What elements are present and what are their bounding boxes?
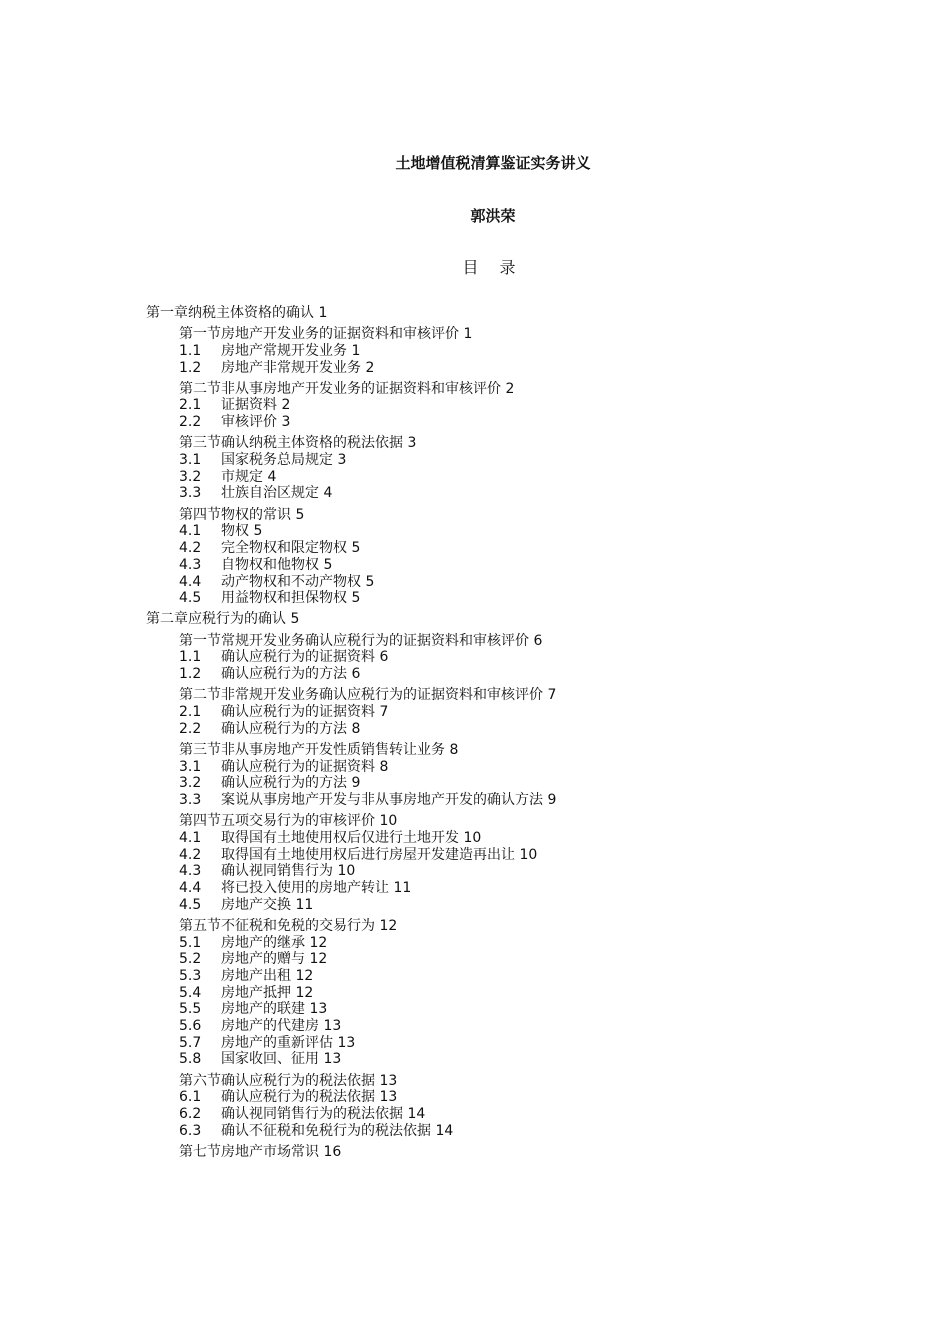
toc-entry-text: 物权 5 — [221, 523, 263, 539]
toc-entry-number: 4.2 — [179, 847, 202, 863]
toc-subsection-entry — [179, 540, 360, 557]
toc-subsection-entry — [179, 557, 332, 574]
toc-entry-number: 6.3 — [179, 1123, 202, 1139]
toc-entry-text: 自物权和他物权 5 — [221, 557, 333, 573]
toc-subsection-entry — [179, 863, 355, 880]
toc-subsection-entry — [179, 574, 374, 591]
toc-entry-text: 房地产抵押 12 — [221, 985, 314, 1001]
toc-subsection-entry — [179, 759, 388, 776]
toc-entry-number: 5.1 — [179, 935, 202, 951]
toc-section-entry: 第二节非从事房地产开发业务的证据资料和审核评价 2 — [179, 381, 515, 397]
toc-subsection-entry — [179, 649, 388, 666]
toc-entry-number: 4.3 — [179, 557, 202, 573]
toc-entry-text: 用益物权和担保物权 5 — [221, 590, 361, 606]
toc-entry-text: 房地产非常规开发业务 2 — [221, 360, 375, 376]
toc-section-entry: 第一节房地产开发业务的证据资料和审核评价 1 — [179, 326, 473, 342]
toc-entry-number: 2.1 — [179, 704, 202, 720]
toc-subsection-entry — [179, 1089, 397, 1106]
toc-entry-number: 4.1 — [179, 830, 202, 846]
toc-entry-text: 确认应税行为的税法依据 13 — [221, 1089, 398, 1105]
toc-subsection-entry — [179, 792, 556, 809]
toc-entry-text: 国家税务总局规定 3 — [221, 452, 347, 468]
toc-subsection-entry — [179, 1106, 425, 1123]
toc-entry-text: 确认应税行为的证据资料 8 — [221, 759, 389, 775]
toc-entry-number: 5.3 — [179, 968, 202, 984]
toc-subsection-entry — [179, 452, 346, 469]
toc-entry-text: 房地产交换 11 — [221, 897, 314, 913]
toc-entry-text: 取得国有土地使用权后进行房屋开发建造再出让 10 — [221, 847, 538, 863]
toc-entry-number: 5.6 — [179, 1018, 202, 1034]
toc-entry-number: 1.1 — [179, 649, 202, 665]
toc-entry-text: 房地产的赠与 12 — [221, 951, 328, 967]
toc-entry-text: 房地产的代建房 13 — [221, 1018, 342, 1034]
toc-entry-number: 4.4 — [179, 574, 202, 590]
toc-subsection-entry — [179, 897, 313, 914]
toc-section-entry: 第一节常规开发业务确认应税行为的证据资料和审核评价 6 — [179, 633, 543, 649]
toc-subsection-entry — [179, 1018, 341, 1035]
toc-entry-text: 确认应税行为的方法 6 — [221, 666, 361, 682]
toc-entry-text: 房地产出租 12 — [221, 968, 314, 984]
toc-entry-text: 房地产常规开发业务 1 — [221, 343, 361, 359]
toc-entry-text: 审核评价 3 — [221, 414, 291, 430]
toc-entry-text: 确认视同销售行为 10 — [221, 863, 356, 879]
toc-entry-number: 4.5 — [179, 590, 202, 606]
toc-entry-text: 动产物权和不动产物权 5 — [221, 574, 375, 590]
toc-subsection-entry — [179, 1123, 453, 1140]
toc-subsection-entry — [179, 666, 360, 683]
toc-entry-text: 确认应税行为的证据资料 7 — [221, 704, 389, 720]
toc-subsection-entry — [179, 935, 327, 952]
toc-entry-number: 4.3 — [179, 863, 202, 879]
toc-entry-text: 取得国有土地使用权后仅进行土地开发 10 — [221, 830, 482, 846]
toc-entry-number: 5.4 — [179, 985, 202, 1001]
toc-subsection-entry — [179, 985, 313, 1002]
toc-entry-text: 确认应税行为的证据资料 6 — [221, 649, 389, 665]
toc-entry-text: 房地产的继承 12 — [221, 935, 328, 951]
toc-entry-number: 1.2 — [179, 360, 202, 376]
toc-entry-number: 3.3 — [179, 792, 202, 808]
toc-entry-number: 2.1 — [179, 397, 202, 413]
toc-subsection-entry — [179, 830, 481, 847]
toc-entry-text: 房地产的重新评估 13 — [221, 1035, 356, 1051]
toc-entry-number: 3.1 — [179, 452, 202, 468]
toc-entry-text: 证据资料 2 — [221, 397, 291, 413]
toc-subsection-entry — [179, 523, 262, 540]
toc-chapter-entry: 第一章纳税主体资格的确认 1 — [146, 305, 328, 321]
toc-entry-number: 5.7 — [179, 1035, 202, 1051]
toc-subsection-entry — [179, 414, 290, 431]
toc-entry-number: 6.2 — [179, 1106, 202, 1122]
toc-subsection-entry — [179, 847, 537, 864]
toc-subsection-entry — [179, 360, 374, 377]
toc-entry-text: 国家收回、征用 13 — [221, 1051, 342, 1067]
toc-heading: 目 录 — [462, 258, 524, 277]
toc-subsection-entry — [179, 1035, 355, 1052]
toc-section-entry: 第四节五项交易行为的审核评价 10 — [179, 813, 398, 829]
toc-entry-text: 市规定 4 — [221, 469, 277, 485]
toc-entry-text: 房地产的联建 13 — [221, 1001, 328, 1017]
document-title: 土地增值税清算鉴证实务讲义 — [395, 154, 591, 172]
toc-entry-text: 案说从事房地产开发与非从事房地产开发的确认方法 9 — [221, 792, 557, 808]
toc-section-entry: 第三节非从事房地产开发性质销售转让业务 8 — [179, 742, 459, 758]
toc-entry-text: 完全物权和限定物权 5 — [221, 540, 361, 556]
toc-section-entry: 第五节不征税和免税的交易行为 12 — [179, 918, 398, 934]
toc-entry-number: 2.2 — [179, 721, 202, 737]
document-author: 郭洪荣 — [470, 207, 516, 225]
toc-entry-text: 确认应税行为的方法 9 — [221, 775, 361, 791]
toc-entry-number: 5.5 — [179, 1001, 202, 1017]
toc-subsection-entry — [179, 968, 313, 985]
toc-subsection-entry — [179, 397, 290, 414]
toc-entry-text: 将已投入使用的房地产转让 11 — [221, 880, 412, 896]
toc-entry-number: 5.8 — [179, 1051, 202, 1067]
toc-section-entry: 第三节确认纳税主体资格的税法依据 3 — [179, 435, 417, 451]
toc-entry-number: 6.1 — [179, 1089, 202, 1105]
toc-entry-number: 3.3 — [179, 485, 202, 501]
toc-entry-text: 确认视同销售行为的税法依据 14 — [221, 1106, 426, 1122]
toc-entry-number: 3.2 — [179, 775, 202, 791]
toc-section-entry: 第二节非常规开发业务确认应税行为的证据资料和审核评价 7 — [179, 687, 557, 703]
toc-subsection-entry — [179, 951, 327, 968]
toc-section-entry: 第六节确认应税行为的税法依据 13 — [179, 1073, 398, 1089]
toc-section-entry: 第七节房地产市场常识 16 — [179, 1144, 342, 1160]
toc-entry-text: 确认应税行为的方法 8 — [221, 721, 361, 737]
toc-entry-text: 壮族自治区规定 4 — [221, 485, 333, 501]
toc-subsection-entry — [179, 343, 360, 360]
toc-entry-number: 1.1 — [179, 343, 202, 359]
toc-entry-number: 5.2 — [179, 951, 202, 967]
toc-entry-number: 4.1 — [179, 523, 202, 539]
toc-subsection-entry — [179, 469, 276, 486]
toc-entry-number: 4.2 — [179, 540, 202, 556]
toc-entry-number: 4.4 — [179, 880, 202, 896]
toc-chapter-entry: 第二章应税行为的确认 5 — [146, 611, 300, 627]
toc-subsection-entry — [179, 485, 332, 502]
toc-entry-number: 2.2 — [179, 414, 202, 430]
toc-entry-number: 1.2 — [179, 666, 202, 682]
toc-subsection-entry — [179, 590, 360, 607]
toc-entry-number: 4.5 — [179, 897, 202, 913]
toc-subsection-entry — [179, 775, 360, 792]
toc-subsection-entry — [179, 880, 411, 897]
toc-subsection-entry — [179, 1051, 341, 1068]
toc-entry-number: 3.2 — [179, 469, 202, 485]
toc-subsection-entry — [179, 1001, 327, 1018]
toc-entry-text: 确认不征税和免税行为的税法依据 14 — [221, 1123, 454, 1139]
toc-entry-number: 3.1 — [179, 759, 202, 775]
toc-subsection-entry — [179, 704, 388, 721]
toc-subsection-entry — [179, 721, 360, 738]
toc-section-entry: 第四节物权的常识 5 — [179, 507, 305, 523]
